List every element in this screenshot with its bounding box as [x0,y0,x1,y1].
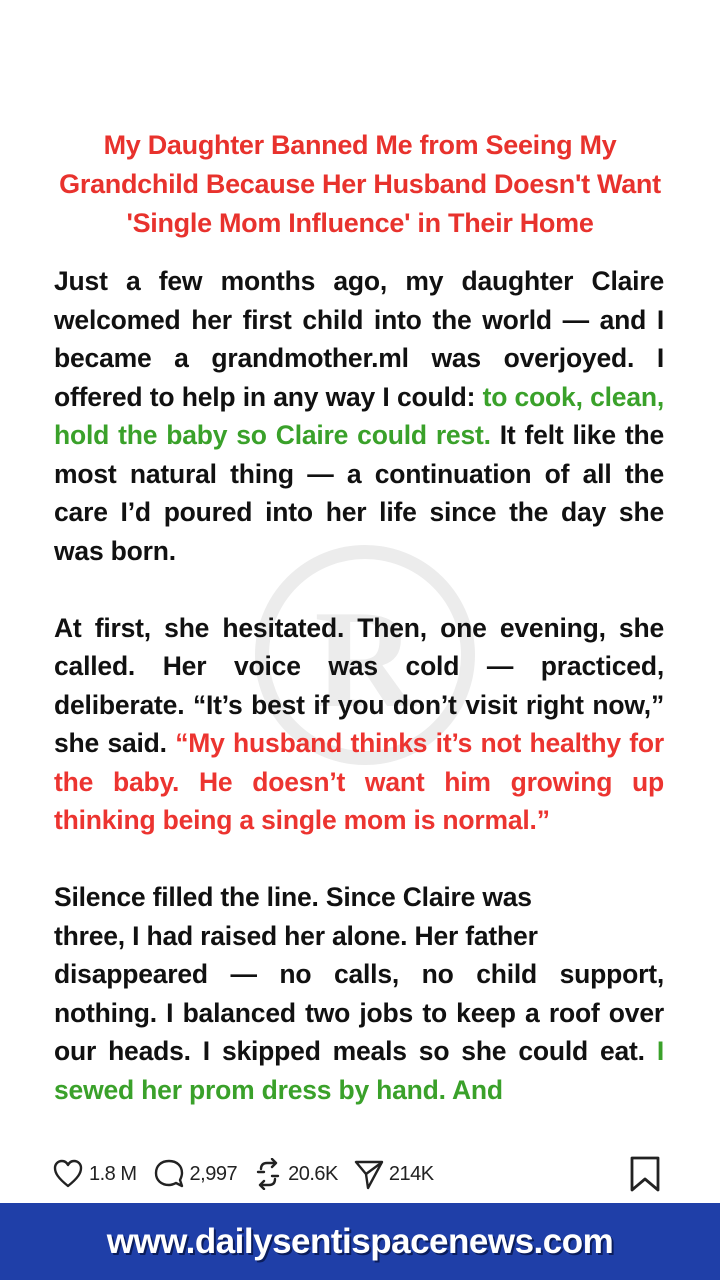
paragraph-2 [54,609,664,840]
paragraph-1-text-a: Just a few months ago, my daughter Claire welcomed her first child into the world — and I became a grandmother. [54,266,664,373]
comment-bubble-icon [153,1158,185,1190]
footer-banner [0,1203,720,1280]
paragraph-3-text-c: disappeared — no calls, no child support, nothing. I balanced two jobs to keep a roof over our heads. I skipped meals so she could eat. [54,959,664,1066]
paragraph-3-text-b: three, I had raised her alone. Her father [54,920,538,951]
comment-button[interactable] [153,1158,238,1190]
comment-count: 2,997 [189,1162,238,1185]
paragraph-1 [54,262,664,570]
repost-count: 20.6K [288,1162,338,1185]
paragraph-3 [54,878,664,1109]
bookmark-icon[interactable] [628,1155,662,1193]
repost-icon [253,1158,283,1190]
paragraph-3-text-a: Silence filled the line. Since Claire was [54,882,532,912]
paragraph-1-text-b: ml was [378,343,481,373]
like-button[interactable] [52,1158,137,1190]
article-body [54,262,664,1148]
article-title: My Daughter Banned Me from Seeing My Grandchild Because Her Husband Doesn't Want 'Single Mom Influence' in Their Home [59,130,661,238]
heart-icon [52,1158,84,1190]
repost-button[interactable] [253,1158,338,1190]
paragraph-1-text-d: It felt like the most natural thing — a continuation of all the care I’d poured into her life since the day she was born. [54,420,664,566]
share-button[interactable] [354,1158,434,1190]
paragraph-2-text-a: At first, she hesitated. Then, one evening, she called. Her voice was cold — practiced, deliberate. “It’s best if you don’t visit right now,” she said. [54,612,664,758]
send-icon [354,1158,384,1190]
paragraph-1-text-c: overjoyed. I offered to help in any way I could: [54,343,664,412]
watermark-letter: R [314,582,416,737]
website-url[interactable]: www.dailysentispacenews.com [106,1221,614,1261]
green-highlight-text-2: I sewed her prom dress by hand. And [54,1036,664,1105]
action-bar [52,1152,662,1196]
like-count: 1.8 M [89,1162,137,1185]
green-highlight-text: to cook, clean, hold the baby so Claire could rest. [54,381,665,450]
red-highlight-quote: “My husband thinks it’s not healthy for the baby. He doesn’t want him growing up thinking being a single mom is normal.” [54,728,665,835]
share-count: 214K [388,1162,434,1185]
